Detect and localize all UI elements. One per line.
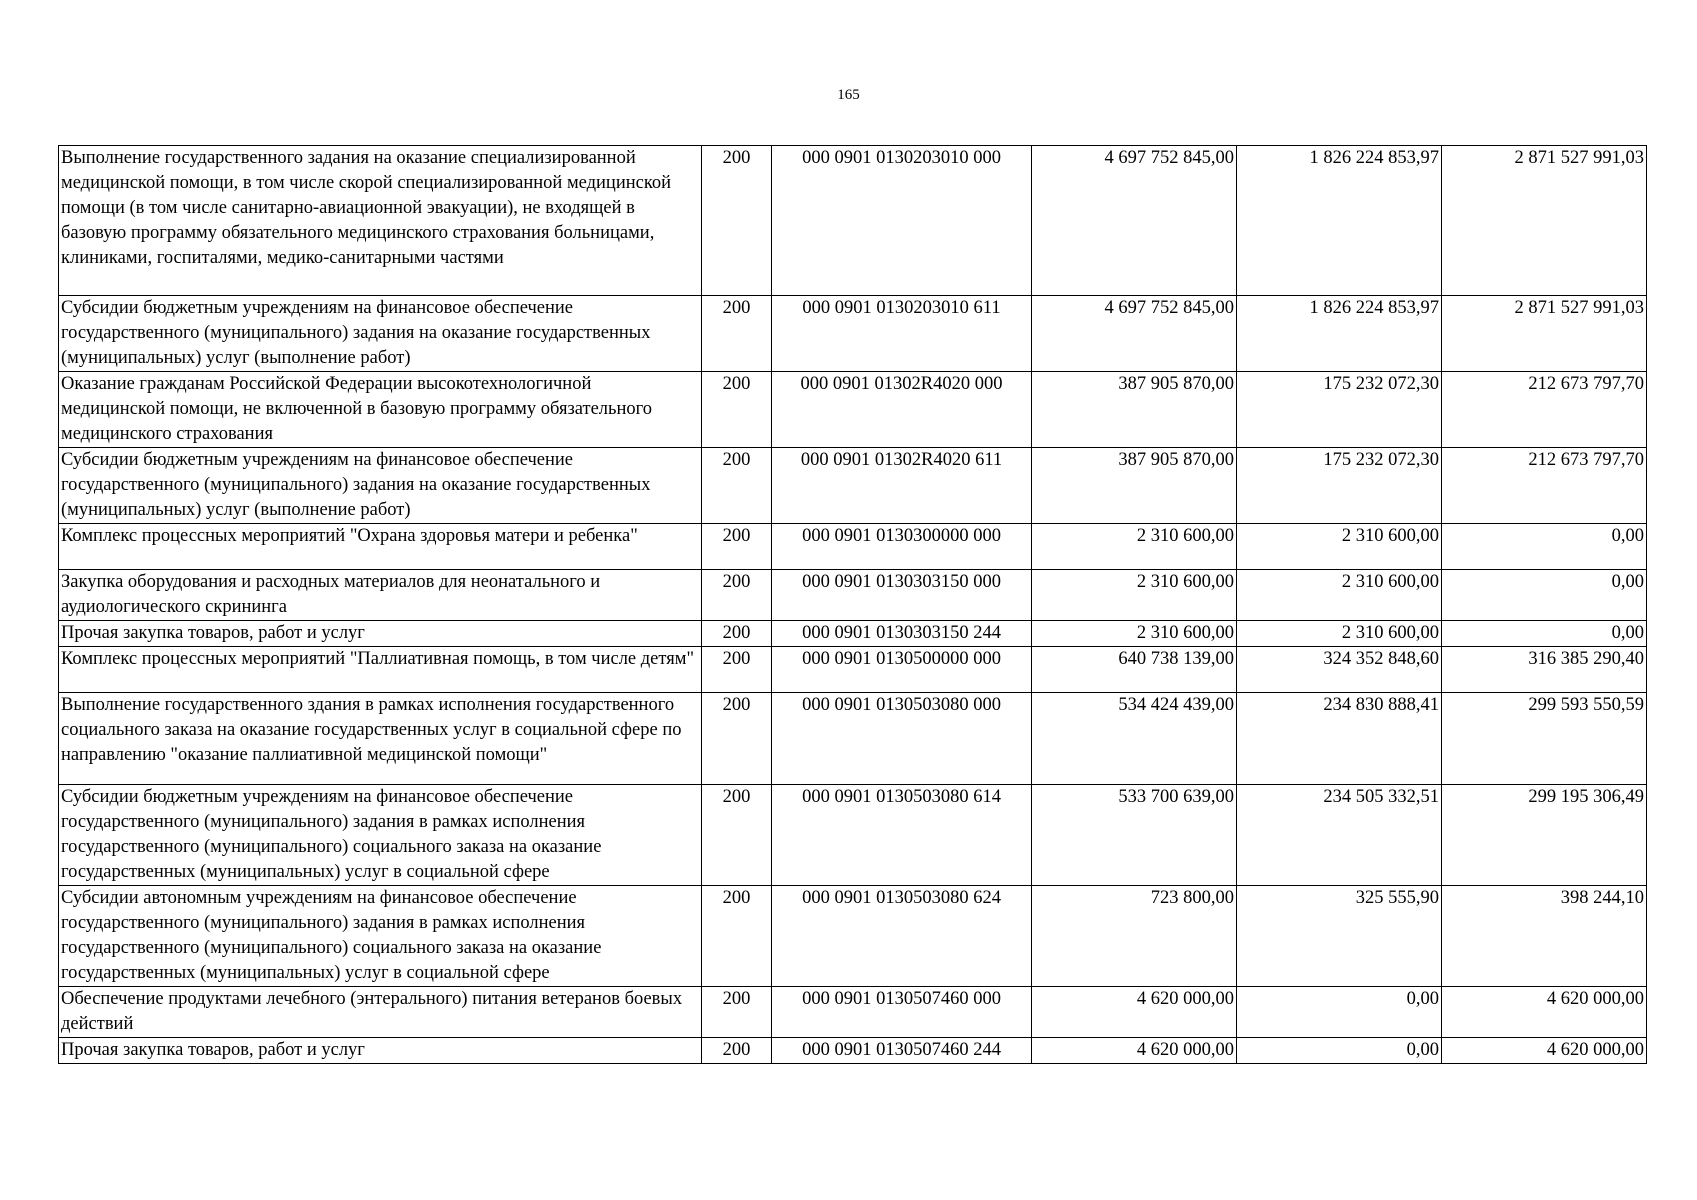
item-name-cell: Выполнение государственного здания в рамках исполнения государственного социального заказа на оказание государственных услуг в социальной сфере по направлению "оказание паллиативной медицинской помощи" — [59, 693, 702, 785]
table-row — [59, 693, 1647, 785]
unexecuted-amount-cell: 212 673 797,70 — [1442, 372, 1647, 448]
budget-execution-table — [58, 145, 1647, 1064]
executed-amount-cell: 2 310 600,00 — [1237, 621, 1442, 647]
table-row — [59, 886, 1647, 987]
approved-amount-cell: 2 310 600,00 — [1032, 570, 1237, 621]
executed-amount-cell: 0,00 — [1237, 987, 1442, 1038]
line-code-cell: 200 — [702, 448, 772, 524]
item-name-cell: Оказание гражданам Российской Федерации высокотехнологичной медицинской помощи, не включенной в базовую программу обязательного медицинского страхования — [59, 372, 702, 448]
line-code-cell: 200 — [702, 1038, 772, 1064]
table-row — [59, 647, 1647, 693]
unexecuted-amount-cell: 2 871 527 991,03 — [1442, 146, 1647, 296]
item-name-cell: Прочая закупка товаров, работ и услуг — [59, 621, 702, 647]
item-name-cell: Выполнение государственного задания на оказание специализированной медицинской помощи, в том числе скорой специализированной медицинской помощи (в том числе санитарно-авиационной эвакуации), не входящей в базовую программу обязательного медицинского страхования больницами, клиниками, госпиталями, медико-санитарными частями — [59, 146, 702, 296]
line-code-cell: 200 — [702, 621, 772, 647]
approved-amount-cell: 534 424 439,00 — [1032, 693, 1237, 785]
item-name-cell: Закупка оборудования и расходных материалов для неонатального и аудиологического скрининга — [59, 570, 702, 621]
table-row — [59, 146, 1647, 296]
line-code-cell: 200 — [702, 886, 772, 987]
budget-classification-code-cell: 000 0901 0130203010 611 — [772, 296, 1032, 372]
budget-classification-code-cell: 000 0901 0130503080 000 — [772, 693, 1032, 785]
approved-amount-cell: 4 620 000,00 — [1032, 1038, 1237, 1064]
budget-classification-code-cell: 000 0901 0130507460 244 — [772, 1038, 1032, 1064]
approved-amount-cell: 2 310 600,00 — [1032, 524, 1237, 570]
table-row — [59, 296, 1647, 372]
item-name-cell: Субсидии автономным учреждениям на финансовое обеспечение государственного (муниципального) задания в рамках исполнения государственного (муниципального) социального заказа на оказание государственных (муниципальных) услуг в социальной сфере — [59, 886, 702, 987]
item-name-cell: Комплекс процессных мероприятий "Паллиативная помощь, в том числе детям" — [59, 647, 702, 693]
line-code-cell: 200 — [702, 570, 772, 621]
table-row — [59, 1038, 1647, 1064]
item-name-cell: Субсидии бюджетным учреждениям на финансовое обеспечение государственного (муниципального) задания в рамках исполнения государственного (муниципального) социального заказа на оказание государственных (муниципальных) услуг в социальной сфере — [59, 785, 702, 886]
unexecuted-amount-cell: 316 385 290,40 — [1442, 647, 1647, 693]
approved-amount-cell: 4 620 000,00 — [1032, 987, 1237, 1038]
executed-amount-cell: 0,00 — [1237, 1038, 1442, 1064]
executed-amount-cell: 175 232 072,30 — [1237, 448, 1442, 524]
unexecuted-amount-cell: 212 673 797,70 — [1442, 448, 1647, 524]
unexecuted-amount-cell: 4 620 000,00 — [1442, 1038, 1647, 1064]
unexecuted-amount-cell: 0,00 — [1442, 570, 1647, 621]
approved-amount-cell: 4 697 752 845,00 — [1032, 146, 1237, 296]
budget-classification-code-cell: 000 0901 0130500000 000 — [772, 647, 1032, 693]
table-body — [59, 146, 1647, 1064]
line-code-cell: 200 — [702, 296, 772, 372]
page-number: 165 — [837, 87, 860, 103]
executed-amount-cell: 1 826 224 853,97 — [1237, 146, 1442, 296]
approved-amount-cell: 4 697 752 845,00 — [1032, 296, 1237, 372]
line-code-cell: 200 — [702, 524, 772, 570]
unexecuted-amount-cell: 2 871 527 991,03 — [1442, 296, 1647, 372]
executed-amount-cell: 2 310 600,00 — [1237, 524, 1442, 570]
line-code-cell: 200 — [702, 987, 772, 1038]
approved-amount-cell: 387 905 870,00 — [1032, 448, 1237, 524]
approved-amount-cell: 533 700 639,00 — [1032, 785, 1237, 886]
approved-amount-cell: 640 738 139,00 — [1032, 647, 1237, 693]
table-row — [59, 987, 1647, 1038]
budget-classification-code-cell: 000 0901 0130507460 000 — [772, 987, 1032, 1038]
item-name-cell: Субсидии бюджетным учреждениям на финансовое обеспечение государственного (муниципального) задания на оказание государственных (муниципальных) услуг (выполнение работ) — [59, 448, 702, 524]
executed-amount-cell: 234 830 888,41 — [1237, 693, 1442, 785]
budget-classification-code-cell: 000 0901 0130303150 244 — [772, 621, 1032, 647]
unexecuted-amount-cell: 0,00 — [1442, 621, 1647, 647]
table-row — [59, 621, 1647, 647]
budget-classification-code-cell: 000 0901 0130300000 000 — [772, 524, 1032, 570]
item-name-cell: Прочая закупка товаров, работ и услуг — [59, 1038, 702, 1064]
line-code-cell: 200 — [702, 693, 772, 785]
unexecuted-amount-cell: 299 593 550,59 — [1442, 693, 1647, 785]
executed-amount-cell: 1 826 224 853,97 — [1237, 296, 1442, 372]
table-row — [59, 448, 1647, 524]
budget-classification-code-cell: 000 0901 0130203010 000 — [772, 146, 1032, 296]
approved-amount-cell: 387 905 870,00 — [1032, 372, 1237, 448]
unexecuted-amount-cell: 398 244,10 — [1442, 886, 1647, 987]
item-name-cell: Обеспечение продуктами лечебного (энтерального) питания ветеранов боевых действий — [59, 987, 702, 1038]
line-code-cell: 200 — [702, 785, 772, 886]
approved-amount-cell: 723 800,00 — [1032, 886, 1237, 987]
item-name-cell: Субсидии бюджетным учреждениям на финансовое обеспечение государственного (муниципального) задания на оказание государственных (муниципальных) услуг (выполнение работ) — [59, 296, 702, 372]
table-row — [59, 570, 1647, 621]
item-name-cell: Комплекс процессных мероприятий "Охрана здоровья матери и ребенка" — [59, 524, 702, 570]
table-row — [59, 785, 1647, 886]
budget-classification-code-cell: 000 0901 01302R4020 000 — [772, 372, 1032, 448]
budget-classification-code-cell: 000 0901 0130503080 624 — [772, 886, 1032, 987]
budget-classification-code-cell: 000 0901 01302R4020 611 — [772, 448, 1032, 524]
line-code-cell: 200 — [702, 372, 772, 448]
unexecuted-amount-cell: 4 620 000,00 — [1442, 987, 1647, 1038]
executed-amount-cell: 234 505 332,51 — [1237, 785, 1442, 886]
executed-amount-cell: 324 352 848,60 — [1237, 647, 1442, 693]
line-code-cell: 200 — [702, 146, 772, 296]
executed-amount-cell: 325 555,90 — [1237, 886, 1442, 987]
executed-amount-cell: 2 310 600,00 — [1237, 570, 1442, 621]
table-row — [59, 372, 1647, 448]
line-code-cell: 200 — [702, 647, 772, 693]
budget-classification-code-cell: 000 0901 0130503080 614 — [772, 785, 1032, 886]
budget-classification-code-cell: 000 0901 0130303150 000 — [772, 570, 1032, 621]
approved-amount-cell: 2 310 600,00 — [1032, 621, 1237, 647]
unexecuted-amount-cell: 0,00 — [1442, 524, 1647, 570]
unexecuted-amount-cell: 299 195 306,49 — [1442, 785, 1647, 886]
table-row — [59, 524, 1647, 570]
executed-amount-cell: 175 232 072,30 — [1237, 372, 1442, 448]
